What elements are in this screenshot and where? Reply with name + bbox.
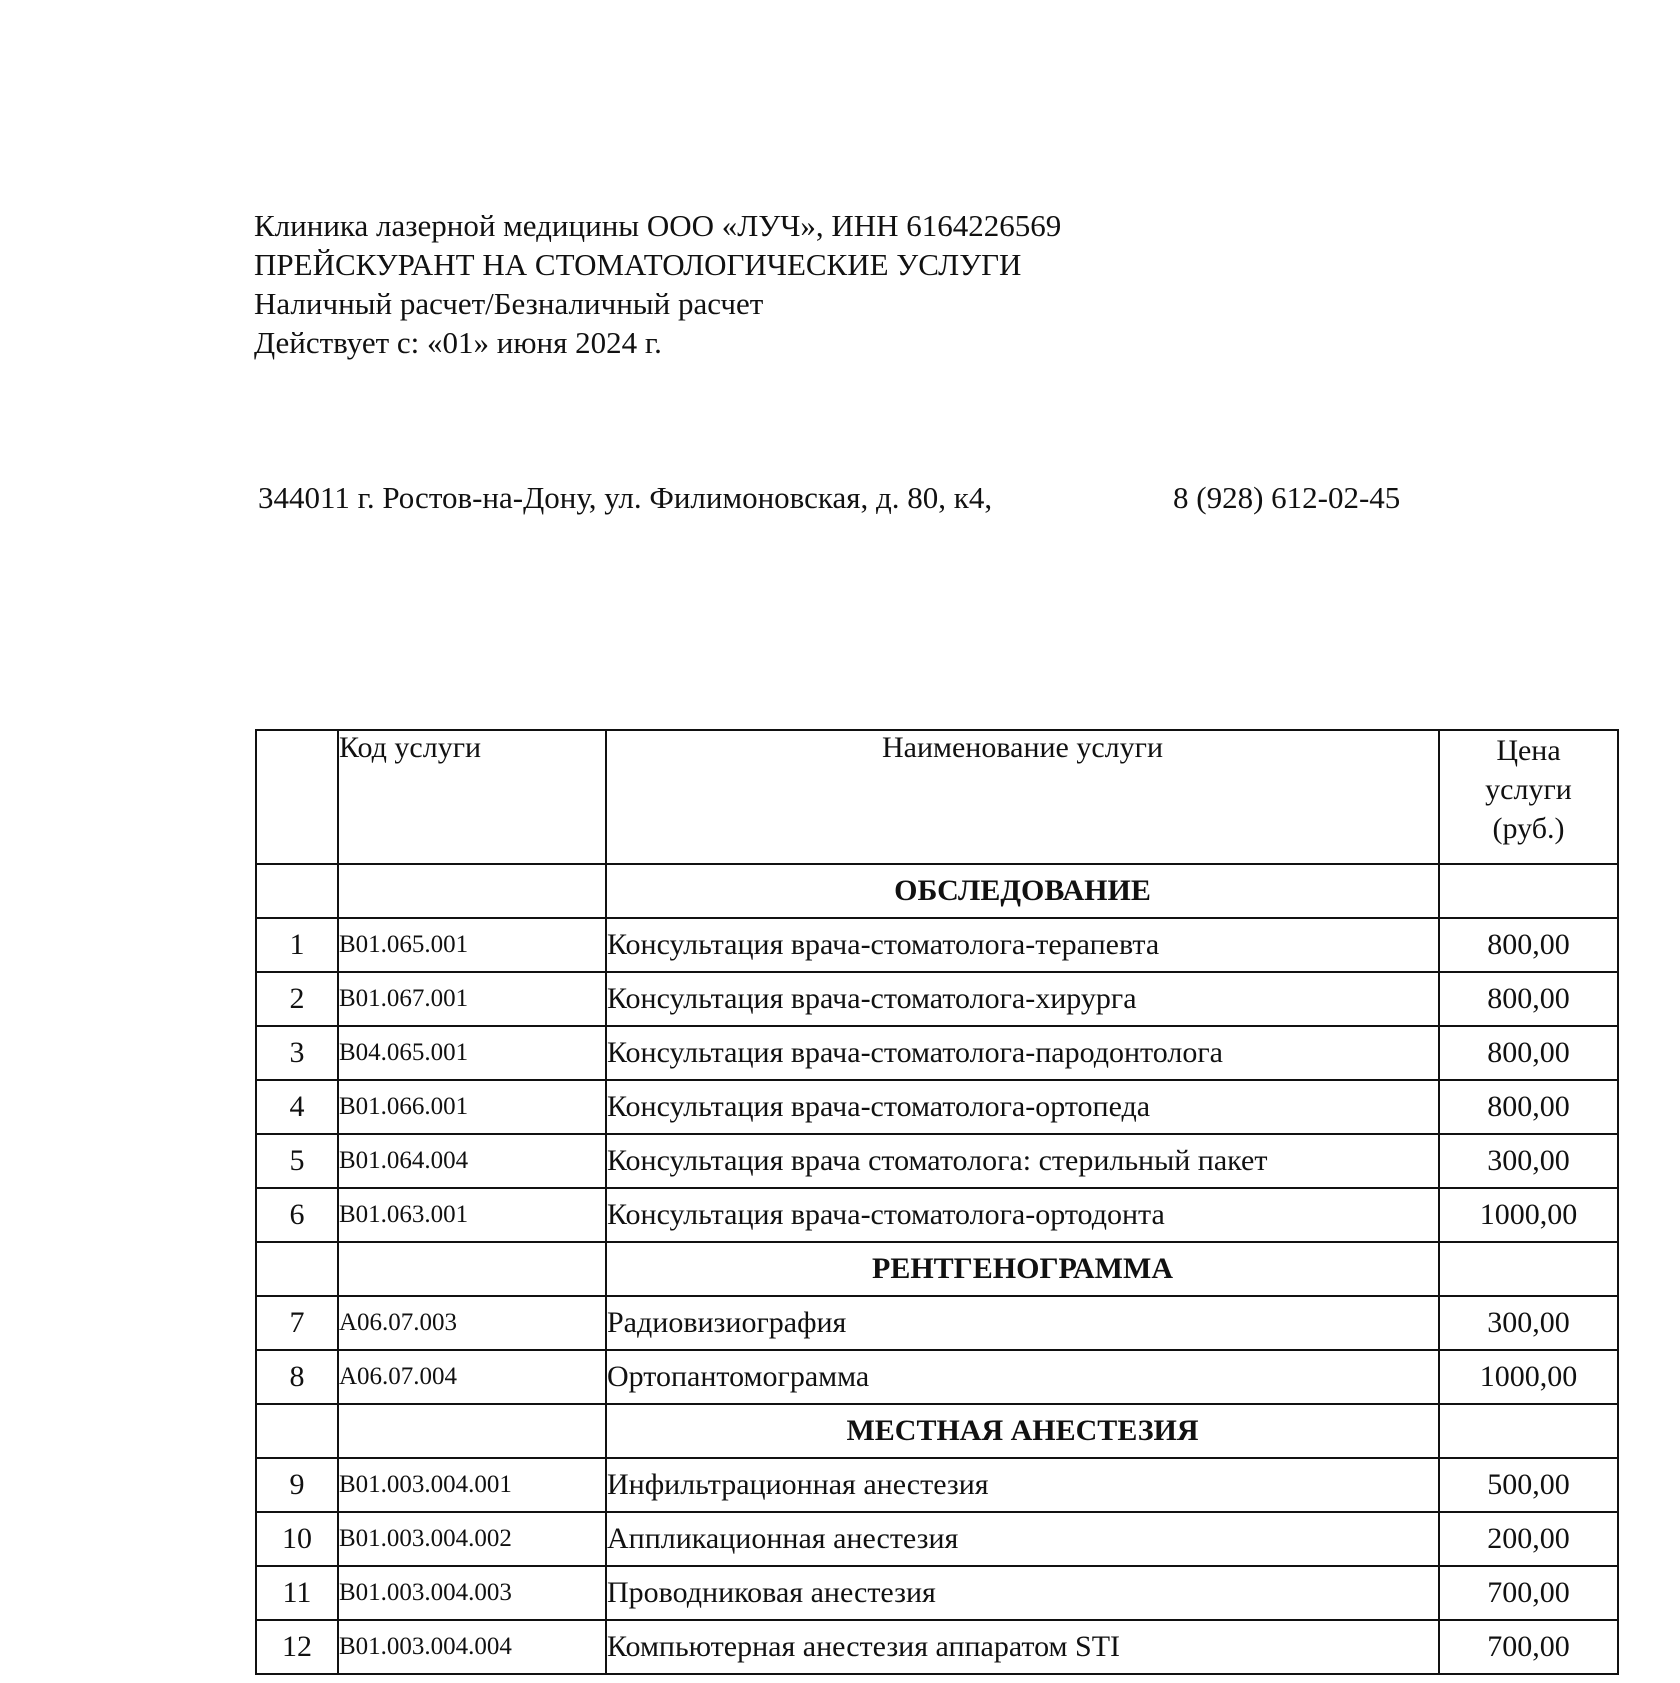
service-code: A06.07.003 bbox=[338, 1296, 606, 1350]
row-number: 5 bbox=[256, 1134, 338, 1188]
service-code: B04.065.001 bbox=[338, 1026, 606, 1080]
service-code: B01.003.004.002 bbox=[338, 1512, 606, 1566]
section-empty-cell bbox=[1439, 864, 1618, 918]
row-number: 10 bbox=[256, 1512, 338, 1566]
section-empty-cell bbox=[338, 1242, 606, 1296]
row-number: 2 bbox=[256, 972, 338, 1026]
header-price bbox=[1439, 730, 1618, 864]
header-name: Наименование услуги bbox=[606, 730, 1439, 864]
table-row bbox=[256, 1134, 1618, 1188]
section-row bbox=[256, 1404, 1618, 1458]
clinic-name: Клиника лазерной медицины ООО «ЛУЧ», ИНН 6164226569 bbox=[254, 208, 1062, 243]
clinic-phone: 8 (928) 612-02-45 bbox=[1173, 480, 1401, 515]
service-price: 800,00 bbox=[1439, 1026, 1618, 1080]
service-code: A06.07.004 bbox=[338, 1350, 606, 1404]
header-price-line: Цена bbox=[1496, 734, 1561, 767]
table-row bbox=[256, 1458, 1618, 1512]
service-name: Аппликационная анестезия bbox=[606, 1512, 1439, 1566]
service-name: Ортопантомограмма bbox=[606, 1350, 1439, 1404]
service-price: 300,00 bbox=[1439, 1134, 1618, 1188]
table-row bbox=[256, 972, 1618, 1026]
service-code: B01.067.001 bbox=[338, 972, 606, 1026]
table-row bbox=[256, 1296, 1618, 1350]
header-price-line: (руб.) bbox=[1492, 812, 1565, 845]
service-code: B01.003.004.003 bbox=[338, 1566, 606, 1620]
payment-method: Наличный расчет/Безналичный расчет bbox=[254, 286, 764, 321]
service-price: 800,00 bbox=[1439, 1080, 1618, 1134]
section-title: ОБСЛЕДОВАНИЕ bbox=[606, 864, 1439, 918]
table-header-row bbox=[256, 730, 1618, 864]
price-table bbox=[255, 729, 1619, 1675]
section-empty-cell bbox=[256, 1242, 338, 1296]
price-table-body bbox=[256, 864, 1618, 1674]
header-num-cell bbox=[256, 730, 338, 864]
service-price: 1000,00 bbox=[1439, 1188, 1618, 1242]
service-code: B01.063.001 bbox=[338, 1188, 606, 1242]
service-code: B01.066.001 bbox=[338, 1080, 606, 1134]
service-name: Консультация врача-стоматолога-ортопеда bbox=[606, 1080, 1439, 1134]
section-empty-cell bbox=[256, 1404, 338, 1458]
clinic-address: 344011 г. Ростов-на-Дону, ул. Филимоновская, д. 80, к4, bbox=[258, 480, 993, 515]
service-price: 700,00 bbox=[1439, 1620, 1618, 1674]
service-name: Проводниковая анестезия bbox=[606, 1566, 1439, 1620]
section-empty-cell bbox=[256, 864, 338, 918]
row-number: 1 bbox=[256, 918, 338, 972]
service-price: 800,00 bbox=[1439, 972, 1618, 1026]
row-number: 11 bbox=[256, 1566, 338, 1620]
service-name: Консультация врача-стоматолога-терапевта bbox=[606, 918, 1439, 972]
table-row bbox=[256, 1620, 1618, 1674]
section-row bbox=[256, 864, 1618, 918]
row-number: 3 bbox=[256, 1026, 338, 1080]
section-row bbox=[256, 1242, 1618, 1296]
service-price: 1000,00 bbox=[1439, 1350, 1618, 1404]
table-row bbox=[256, 1026, 1618, 1080]
service-code: B01.003.004.004 bbox=[338, 1620, 606, 1674]
row-number: 8 bbox=[256, 1350, 338, 1404]
service-price: 200,00 bbox=[1439, 1512, 1618, 1566]
section-title: МЕСТНАЯ АНЕСТЕЗИЯ bbox=[606, 1404, 1439, 1458]
table-row bbox=[256, 1350, 1618, 1404]
section-empty-cell bbox=[1439, 1404, 1618, 1458]
row-number: 7 bbox=[256, 1296, 338, 1350]
service-name: Консультация врача-стоматолога-хирурга bbox=[606, 972, 1439, 1026]
header-price-line: услуги bbox=[1485, 773, 1572, 806]
document-title: ПРЕЙСКУРАНТ НА СТОМАТОЛОГИЧЕСКИЕ УСЛУГИ bbox=[254, 247, 1022, 282]
service-name: Консультация врача стоматолога: стерильный пакет bbox=[606, 1134, 1439, 1188]
table-row bbox=[256, 918, 1618, 972]
row-number: 9 bbox=[256, 1458, 338, 1512]
section-title: РЕНТГЕНОГРАММА bbox=[606, 1242, 1439, 1296]
table-row bbox=[256, 1512, 1618, 1566]
row-number: 6 bbox=[256, 1188, 338, 1242]
table-row bbox=[256, 1080, 1618, 1134]
document-header bbox=[254, 206, 1061, 362]
service-price: 700,00 bbox=[1439, 1566, 1618, 1620]
effective-date: Действует с: «01» июня 2024 г. bbox=[254, 325, 662, 360]
section-empty-cell bbox=[1439, 1242, 1618, 1296]
service-price: 800,00 bbox=[1439, 918, 1618, 972]
row-number: 12 bbox=[256, 1620, 338, 1674]
service-price: 300,00 bbox=[1439, 1296, 1618, 1350]
service-name: Компьютерная анестезия аппаратом STI bbox=[606, 1620, 1439, 1674]
service-price: 500,00 bbox=[1439, 1458, 1618, 1512]
header-code: Код услуги bbox=[338, 730, 606, 864]
service-code: B01.003.004.001 bbox=[338, 1458, 606, 1512]
section-empty-cell bbox=[338, 864, 606, 918]
service-name: Радиовизиография bbox=[606, 1296, 1439, 1350]
service-name: Консультация врача-стоматолога-пародонтолога bbox=[606, 1026, 1439, 1080]
section-empty-cell bbox=[338, 1404, 606, 1458]
table-row bbox=[256, 1566, 1618, 1620]
table-row bbox=[256, 1188, 1618, 1242]
service-name: Инфильтрационная анестезия bbox=[606, 1458, 1439, 1512]
service-code: B01.064.004 bbox=[338, 1134, 606, 1188]
service-name: Консультация врача-стоматолога-ортодонта bbox=[606, 1188, 1439, 1242]
service-code: B01.065.001 bbox=[338, 918, 606, 972]
row-number: 4 bbox=[256, 1080, 338, 1134]
